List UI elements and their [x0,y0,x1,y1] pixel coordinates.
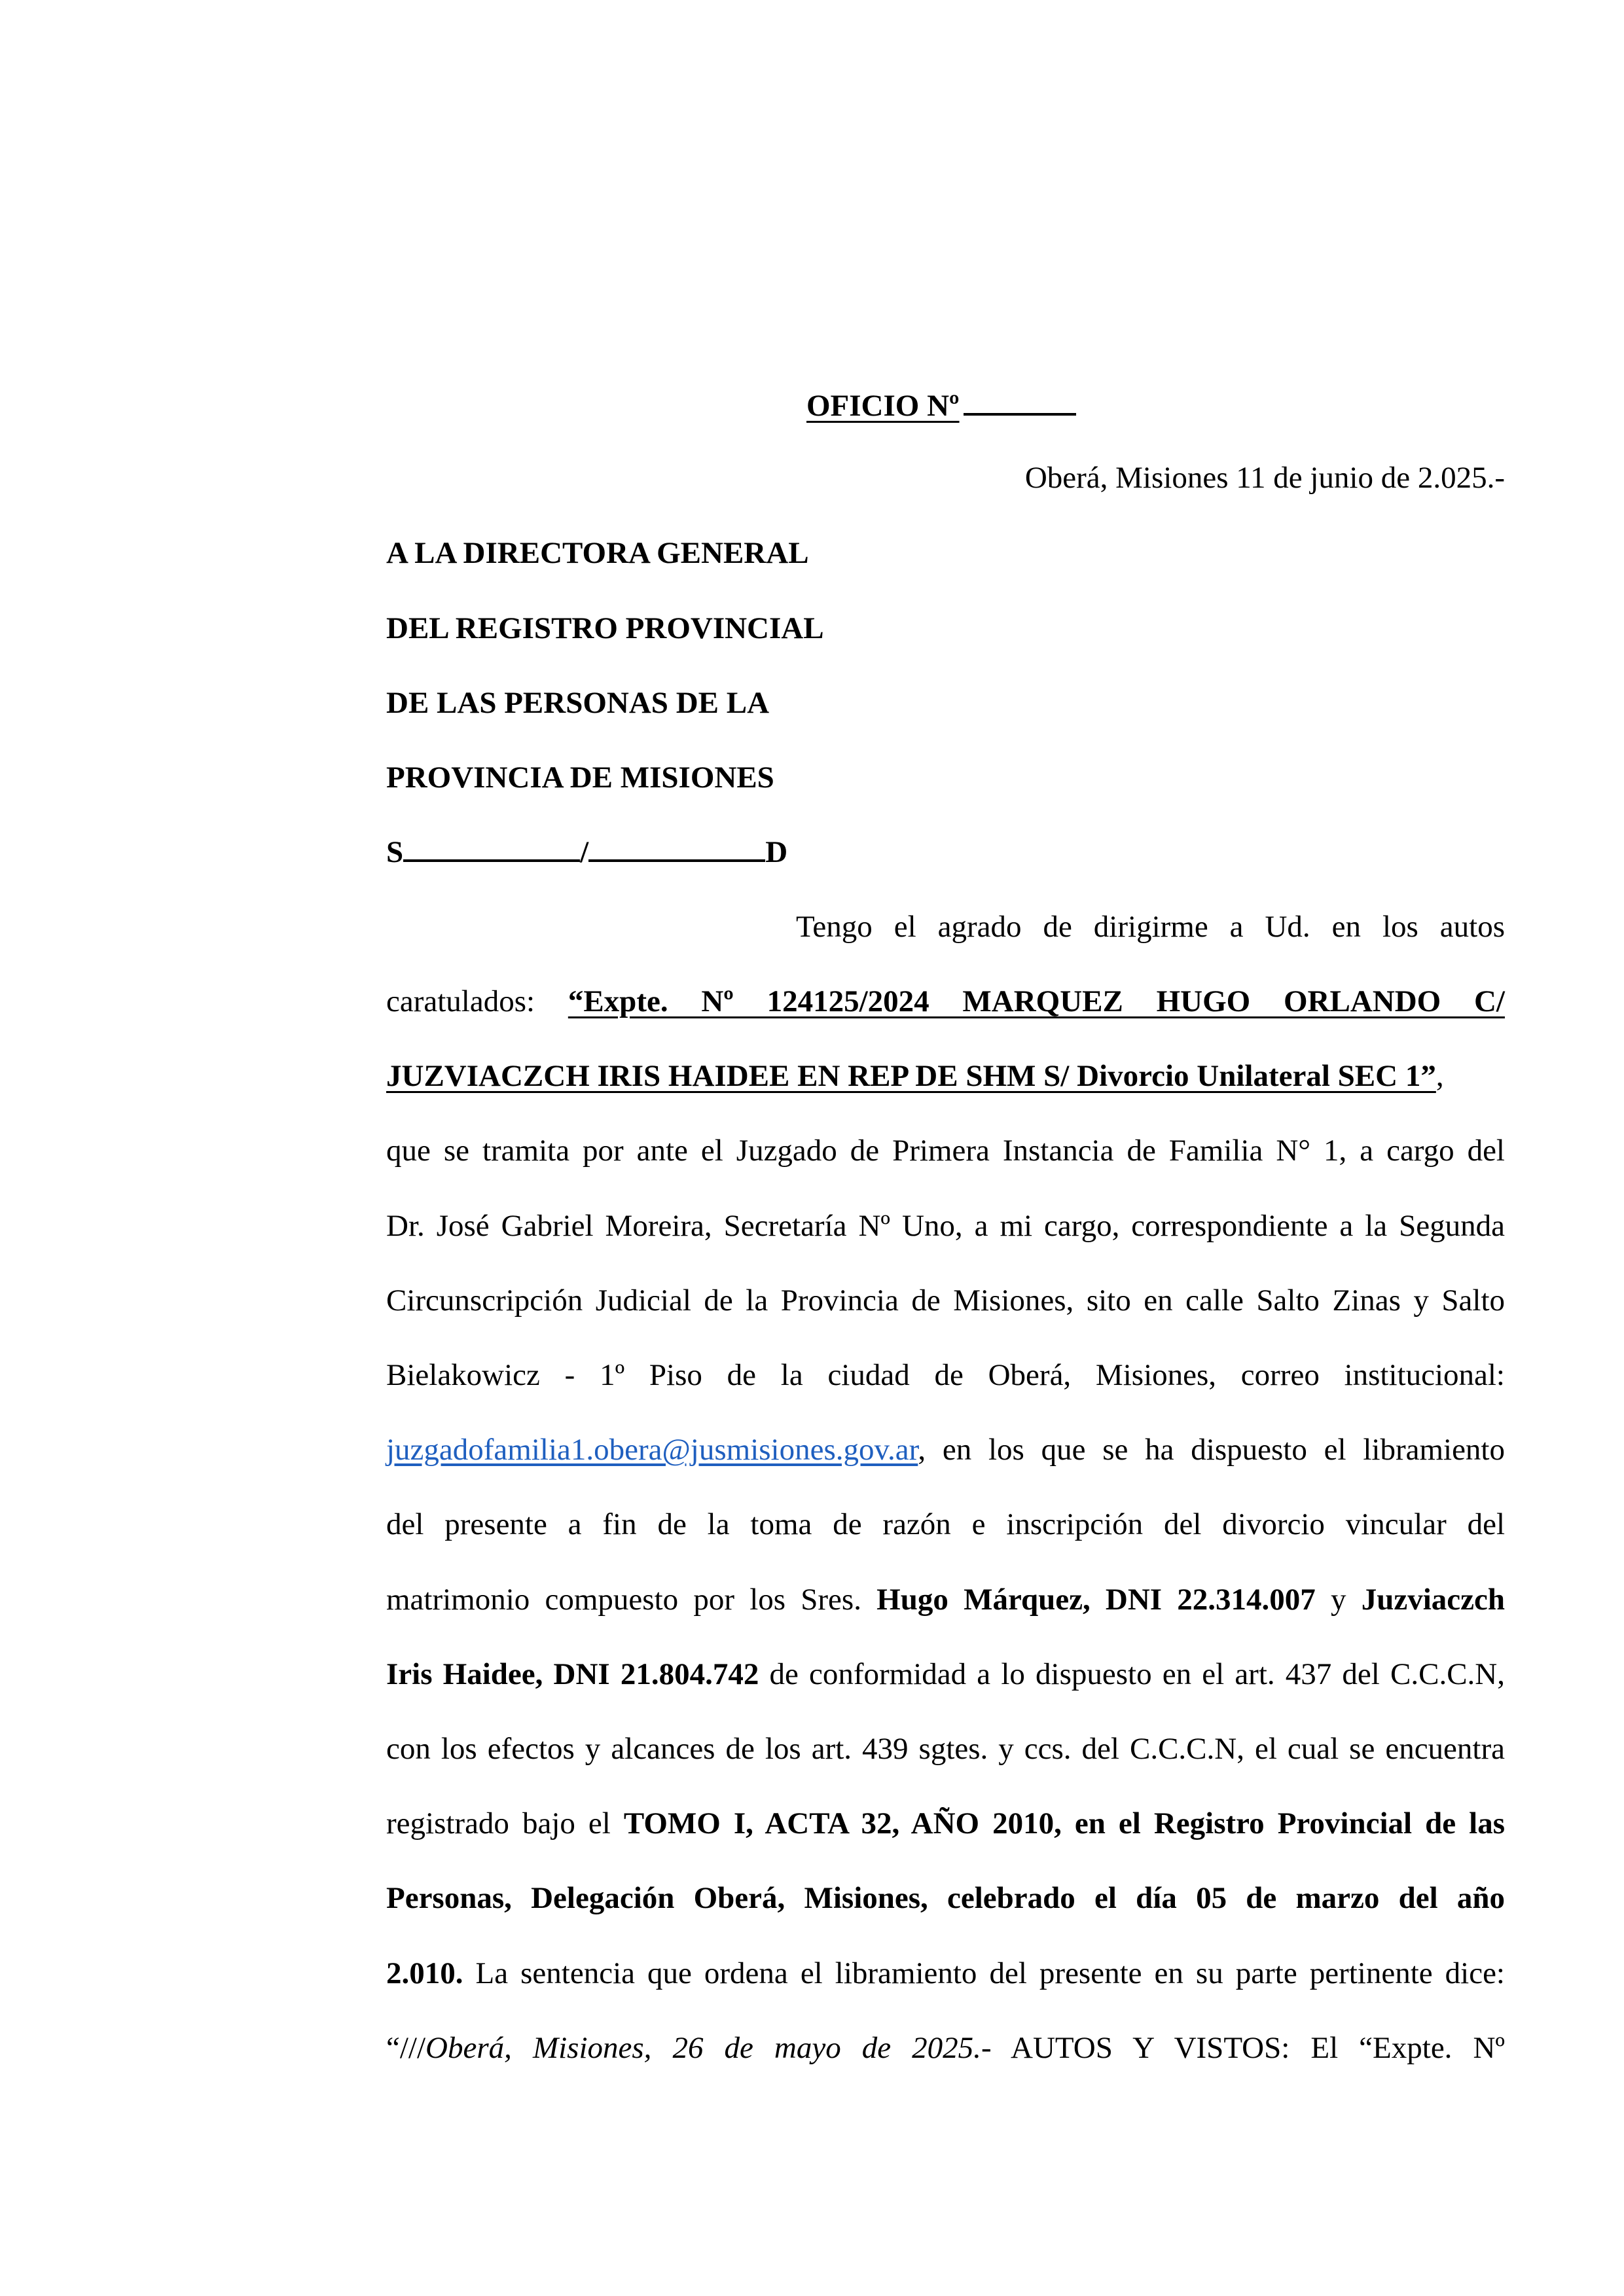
body-line-10-pre: matrimonio compuesto por los Sres. [386,1583,877,1617]
body-line-16 [386,2030,1505,2066]
sd-line-1 [403,840,580,862]
body-line-15-rest: La sentencia que ordena el libramiento del presente en su parte pertinente dice: [463,1956,1505,1990]
addressee-line-4: PROVINCIA DE MISIONES [386,761,774,795]
body-line-11-rest: de conformidad a lo dispuesto en el art. 437 del C.C.C.N, [759,1657,1505,1691]
sentence-date: Oberá, Misiones, 26 de mayo de 2025. [425,2031,981,2065]
body-line-15 [386,1956,1505,1991]
oficio-label: OFICIO Nº [806,389,960,423]
body-line-7: Bielakowicz - 1º Piso de la ciudad de Oberá, Misiones, correo institucional: [386,1358,1505,1392]
body-line-14: Personas, Delegación Oberá, Misiones, celebrado el día 05 de marzo del año [386,1881,1505,1915]
party-1: Hugo Márquez, DNI 22.314.007 [876,1583,1316,1617]
sd-d: D [765,835,788,869]
caratulados-label: caratulados: [386,984,568,1018]
body-line-3 [386,1058,1505,1094]
body-line-1: Tengo el agrado de dirigirme a Ud. en los autos [796,910,1505,944]
body-line-2 [386,984,1505,1019]
registry-year: 2.010. [386,1956,463,1990]
case-title-comma: , [1435,1059,1444,1093]
sd-s: S [386,835,404,869]
body-line-11 [386,1657,1505,1692]
body-line-10 [386,1582,1505,1617]
body-line-13 [386,1806,1505,1841]
body-line-10-mid: y [1315,1583,1362,1617]
body-line-8-rest: , en los que se ha dispuesto el libramiento [918,1433,1505,1467]
addressee-line-3: DE LAS PERSONAS DE LA [386,686,770,720]
addressee-line-1: A LA DIRECTORA GENERAL [386,536,809,570]
body-line-13-pre: registrado bajo el [386,1806,624,1840]
body-line-12: con los efectos y alcances de los art. 439 sgtes. y ccs. del C.C.C.N, el cual se encuentra [386,1732,1505,1766]
body-line-5: Dr. José Gabriel Moreira, Secretaría Nº Uno, a mi cargo, correspondiente a la Segunda [386,1209,1505,1243]
institutional-email-link[interactable]: juzgadofamilia1.obera@jusmisiones.gov.ar [386,1433,918,1467]
quote-open: “/// [386,2031,426,2065]
party-2-surname: Juzviaczch [1361,1583,1505,1617]
body-line-6: Circunscripción Judicial de la Provincia de Misiones, sito en calle Salto Zinas y Salto [386,1283,1505,1318]
registry-data-part-1: TOMO I, ACTA 32, AÑO 2010, en el Registro Provincial de las [623,1806,1505,1840]
addressee-line-2: DEL REGISTRO PROVINCIAL [386,611,824,645]
sd-slash: / [580,835,589,869]
case-title-part-2: JUZVIACZCH IRIS HAIDEE EN REP DE SHM S/ Divorcio Unilateral SEC 1” [386,1059,1436,1093]
case-title-part-1: “Expte. Nº 124125/2024 MARQUEZ HUGO ORLANDO C/ [568,984,1505,1018]
body-line-4: que se tramita por ante el Juzgado de Primera Instancia de Familia N° 1, a cargo del [386,1134,1505,1168]
body-line-16-rest: - AUTOS Y VISTOS: El “Expte. Nº [981,2031,1505,2065]
body-line-9: del presente a fin de la toma de razón e inscripción del divorcio vincular del [386,1507,1505,1541]
party-2-name-dni: Iris Haidee, DNI 21.804.742 [386,1657,759,1691]
oficio-number-blank [964,386,1076,416]
date-line: Oberá, Misiones 11 de junio de 2.025.- [1024,461,1505,495]
body-line-8 [386,1432,1505,1467]
salutation-sd [386,834,787,870]
sd-line-2 [588,840,765,862]
oficio-title [806,386,1076,423]
